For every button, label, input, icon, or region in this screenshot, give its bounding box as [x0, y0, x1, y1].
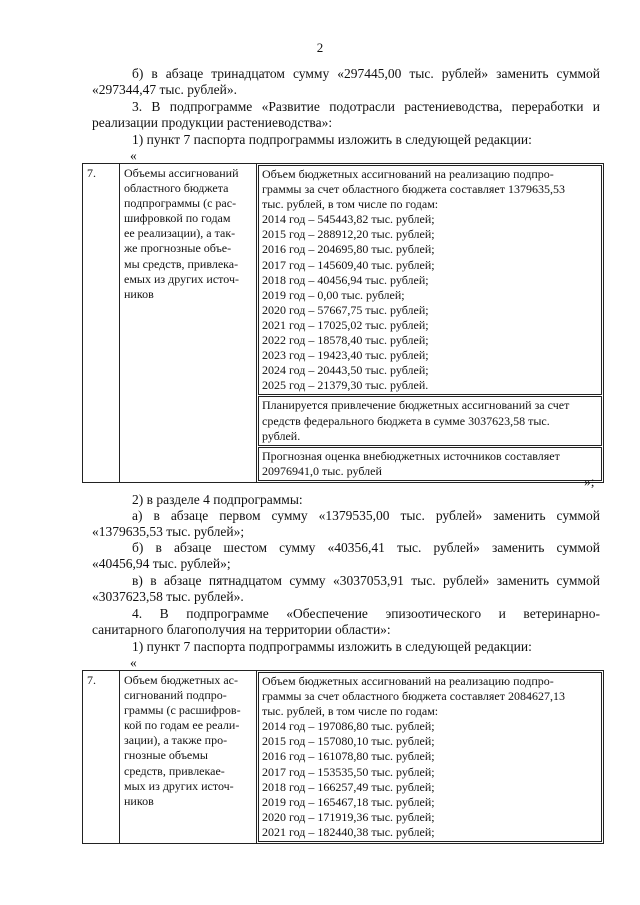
funding-extra-block: [258, 447, 602, 481]
year-funding-line: 2019 год – 0,00 тыс. рублей;: [262, 287, 405, 302]
paragraph-p8-line1: 4. В подпрограмме «Обеспечение эпизоотического и ветеринарно-: [132, 606, 600, 621]
description-line: сигнований подпро-: [124, 688, 227, 703]
paragraph-p4: 2) в разделе 4 подпрограммы:: [132, 492, 303, 507]
year-funding-line: 2021 год – 17025,02 тыс. рублей;: [262, 317, 429, 332]
description-line: граммы (с расшифров-: [124, 703, 241, 718]
paragraph-p5-line2: «1379635,53 тыс. рублей»;: [92, 524, 245, 539]
funding-intro-line: Объем бюджетных ассигнований на реализацию подпро-: [262, 167, 554, 181]
year-funding-line: 2025 год – 21379,30 тыс. рублей.: [262, 378, 429, 393]
funding-intro-line: тыс. рублей, в том числе по годам:: [262, 197, 439, 212]
description-line: подпрограммы (с рас-: [124, 196, 237, 211]
year-funding-line: 2021 год – 182440,38 тыс. рублей;: [262, 824, 435, 839]
year-funding-line: 2024 год – 20443,50 тыс. рублей;: [262, 363, 429, 378]
year-funding-line: 2014 год – 545443,82 тыс. рублей;: [262, 212, 435, 227]
table-cell-number: 7.: [83, 164, 120, 483]
description-line: ников: [124, 793, 154, 808]
table-cell-number: 7.: [83, 671, 120, 844]
federal-funding-line: рублей.: [262, 428, 301, 443]
description-line: кой по годам ее реали-: [124, 718, 240, 733]
table-cell-description: [120, 671, 257, 844]
description-line: Объемы ассигнований: [124, 166, 239, 180]
funding-intro-line: тыс. рублей, в том числе по годам:: [262, 704, 439, 719]
year-funding-line: 2016 год – 161078,80 тыс. рублей;: [262, 749, 435, 764]
year-funding-line: 2019 год – 165467,18 тыс. рублей;: [262, 794, 435, 809]
year-funding-line: 2017 год – 153535,50 тыс. рублей;: [262, 764, 435, 779]
paragraph-p6-line2: «40456,94 тыс. рублей»;: [92, 556, 231, 571]
paragraph-p9: 1) пункт 7 паспорта подпрограммы изложить в следующей редакции:: [132, 639, 532, 654]
funding-intro-block: [258, 672, 602, 842]
description-line: зации), а также про-: [124, 733, 228, 748]
year-funding-line: 2018 год – 40456,94 тыс. рублей;: [262, 272, 429, 287]
paragraph-p7-line2: «3037623,58 тыс. рублей».: [92, 589, 244, 604]
funding-intro-line: граммы за счет областного бюджета составляет 1379635,53: [262, 182, 565, 197]
paragraph-p7-line1: в) в абзаце пятнадцатом сумму «3037053,91 тыс. рублей» заменить суммой: [132, 573, 600, 588]
description-line: гнозные объемы: [124, 748, 208, 763]
description-line: ников: [124, 286, 154, 301]
paragraph-p6-line1: б) в абзаце шестом сумму «40356,41 тыс. рублей» заменить суммой: [132, 540, 600, 555]
paragraph-p1-line1: б) в абзаце тринадцатом сумму «297445,00 тыс. рублей» заменить суммой: [132, 66, 600, 81]
paragraph-p2-line2: реализации продукции растениеводства»:: [92, 115, 333, 130]
close-quote-1: »;: [584, 474, 595, 489]
year-funding-line: 2022 год – 18578,40 тыс. рублей;: [262, 333, 429, 348]
description-line: средств, привлекае-: [124, 763, 225, 778]
table-cell-description: [120, 164, 257, 483]
year-funding-line: 2014 год – 197086,80 тыс. рублей;: [262, 719, 435, 734]
description-line: шифровкой по годам: [124, 211, 231, 226]
year-funding-line: 2023 год – 19423,40 тыс. рублей;: [262, 348, 429, 363]
table-cell-content: [257, 164, 604, 483]
paragraph-p2-line1: 3. В подпрограмме «Развитие подотрасли растениеводства, переработки и: [132, 99, 600, 114]
passport-table-2: [82, 670, 604, 844]
year-funding-line: 2020 год – 171919,36 тыс. рублей;: [262, 809, 435, 824]
paragraph-p5-line1: а) в абзаце первом сумму «1379535,00 тыс. рублей» заменить суммой: [132, 508, 600, 523]
funding-intro-line: граммы за счет областного бюджета составляет 2084627,13: [262, 689, 565, 704]
paragraph-p3: 1) пункт 7 паспорта подпрограммы изложить в следующей редакции:: [132, 132, 532, 147]
table-cell-content: [257, 671, 604, 844]
paragraph-p1-line2: «297344,47 тыс. рублей».: [92, 82, 237, 97]
open-quote-1: «: [130, 148, 137, 163]
description-line: ее реализации), а так-: [124, 226, 236, 241]
table-row: [83, 671, 604, 844]
year-funding-line: 2017 год – 145609,40 тыс. рублей;: [262, 257, 435, 272]
funding-federal-block: [258, 396, 602, 445]
year-funding-line: 2015 год – 288912,20 тыс. рублей;: [262, 227, 435, 242]
year-funding-line: 2018 год – 166257,49 тыс. рублей;: [262, 779, 435, 794]
table-row: [83, 164, 604, 483]
description-line: мых из других источ-: [124, 778, 234, 793]
passport-table-1: [82, 163, 604, 483]
description-line: мы средств, привлека-: [124, 256, 239, 271]
extra-budget-line: Прогнозная оценка внебюджетных источников составляет: [262, 448, 560, 463]
description-line: же прогнозные объе-: [124, 241, 232, 256]
federal-funding-line: Планируется привлечение бюджетных ассигнований за счет: [262, 398, 570, 413]
federal-funding-line: средств федерального бюджета в сумме 3037623,58 тыс.: [262, 413, 550, 428]
year-funding-line: 2020 год – 57667,75 тыс. рублей;: [262, 302, 429, 317]
funding-intro-line: Объем бюджетных ассигнований на реализацию подпро-: [262, 674, 554, 688]
description-line: Объем бюджетных ас-: [124, 673, 238, 687]
extra-budget-line: 20976941,0 тыс. рублей: [262, 463, 382, 478]
funding-intro-block: [258, 165, 602, 395]
description-line: емых из других источ-: [124, 271, 239, 286]
year-funding-line: 2016 год – 204695,80 тыс. рублей;: [262, 242, 435, 257]
page-number: 2: [316, 40, 324, 55]
description-line: областного бюджета: [124, 181, 229, 196]
open-quote-2: «: [130, 655, 137, 670]
paragraph-p8-line2: санитарного благополучия на территории области»:: [92, 622, 391, 637]
year-funding-line: 2015 год – 157080,10 тыс. рублей;: [262, 734, 435, 749]
